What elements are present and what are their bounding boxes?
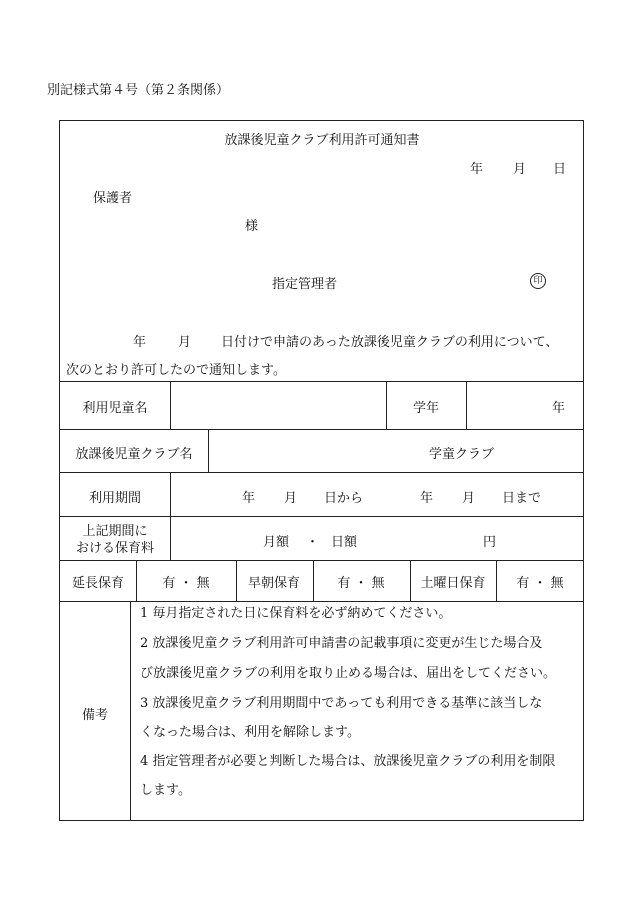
divider xyxy=(236,560,237,601)
divider xyxy=(130,601,131,820)
period-from-year: 年 xyxy=(242,491,256,506)
extended-care-option: 有 ・ 無 xyxy=(162,576,210,591)
fee-label-line2: おける保育料 xyxy=(75,541,155,556)
divider xyxy=(496,560,497,601)
divider xyxy=(208,429,209,472)
period-to-day: 日まで xyxy=(502,491,542,506)
period-label: 利用期間 xyxy=(88,491,142,506)
divider xyxy=(60,472,583,473)
saturday-care-label: 土曜日保育 xyxy=(420,576,486,591)
period-from-month: 月 xyxy=(284,491,298,506)
early-care-label: 早朝保育 xyxy=(247,576,301,591)
child-name-label: 利用児童名 xyxy=(82,401,148,416)
fee-dot: ・ xyxy=(306,535,320,550)
form-title: 放課後児童クラブ利用許可通知書 xyxy=(224,133,420,148)
form-caption: 別記様式第４号（第２条関係） xyxy=(47,83,230,98)
divider xyxy=(60,429,583,430)
early-care-option: 有 ・ 無 xyxy=(337,576,385,591)
divider xyxy=(386,381,387,429)
date-year: 年 xyxy=(470,162,484,177)
fee-label-line1: 上記期間に xyxy=(82,524,148,539)
divider xyxy=(60,516,583,517)
remark-line: び放課後児童クラブの利用を取り止める場合は、届出をしてください。 xyxy=(140,666,557,681)
fee-daily: 日額 xyxy=(331,535,358,550)
remark-line: 1 毎月指定された日に保育料を必ず納めてください。 xyxy=(140,606,452,621)
divider xyxy=(60,381,583,382)
seal-icon: 印 xyxy=(530,273,546,289)
seal-mark xyxy=(530,272,546,289)
body-text-line1: 日付けで申請のあった放課後児童クラブの利用について、 xyxy=(221,335,559,350)
divider xyxy=(60,560,583,561)
manager-label: 指定管理者 xyxy=(272,277,338,292)
fee-yen: 円 xyxy=(483,535,497,550)
divider xyxy=(170,381,171,429)
remarks-label: 備考 xyxy=(81,708,109,723)
date-month: 月 xyxy=(513,162,527,177)
divider xyxy=(136,560,137,601)
grade-unit: 年 xyxy=(552,401,566,416)
body-month: 月 xyxy=(178,335,192,350)
period-from-day: 日から xyxy=(324,491,364,506)
extended-care-label: 延長保育 xyxy=(71,576,125,591)
divider xyxy=(170,472,171,560)
club-name-value: 学童クラブ xyxy=(429,447,495,462)
remark-line: 4 指定管理者が必要と判断した場合は、放課後児童クラブの利用を制限 xyxy=(140,754,556,769)
divider xyxy=(60,601,583,602)
club-name-label: 放課後児童クラブ名 xyxy=(75,447,193,462)
sama-label: 様 xyxy=(245,219,259,234)
guardian-label: 保護者 xyxy=(93,191,133,206)
divider xyxy=(466,381,467,429)
remark-line: します。 xyxy=(140,783,191,798)
remark-line: 2 放課後児童クラブ利用許可申請書の記載事項に変更が生じた場合及 xyxy=(140,636,543,651)
fee-monthly: 月額 xyxy=(263,535,290,550)
body-text-line2: 次のとおり許可したので通知します。 xyxy=(66,363,286,378)
period-to-month: 月 xyxy=(462,491,476,506)
divider xyxy=(313,560,314,601)
saturday-care-option: 有 ・ 無 xyxy=(516,576,564,591)
divider xyxy=(410,560,411,601)
date-day: 日 xyxy=(553,162,567,177)
remark-line: くなった場合は、利用を解除します。 xyxy=(140,725,360,740)
body-year: 年 xyxy=(133,335,147,350)
remark-line: 3 放課後児童クラブ利用期間中であっても利用できる基準に該当しな xyxy=(140,696,543,711)
period-to-year: 年 xyxy=(420,491,434,506)
grade-label: 学年 xyxy=(412,401,440,416)
permission-notice-form xyxy=(59,120,584,821)
